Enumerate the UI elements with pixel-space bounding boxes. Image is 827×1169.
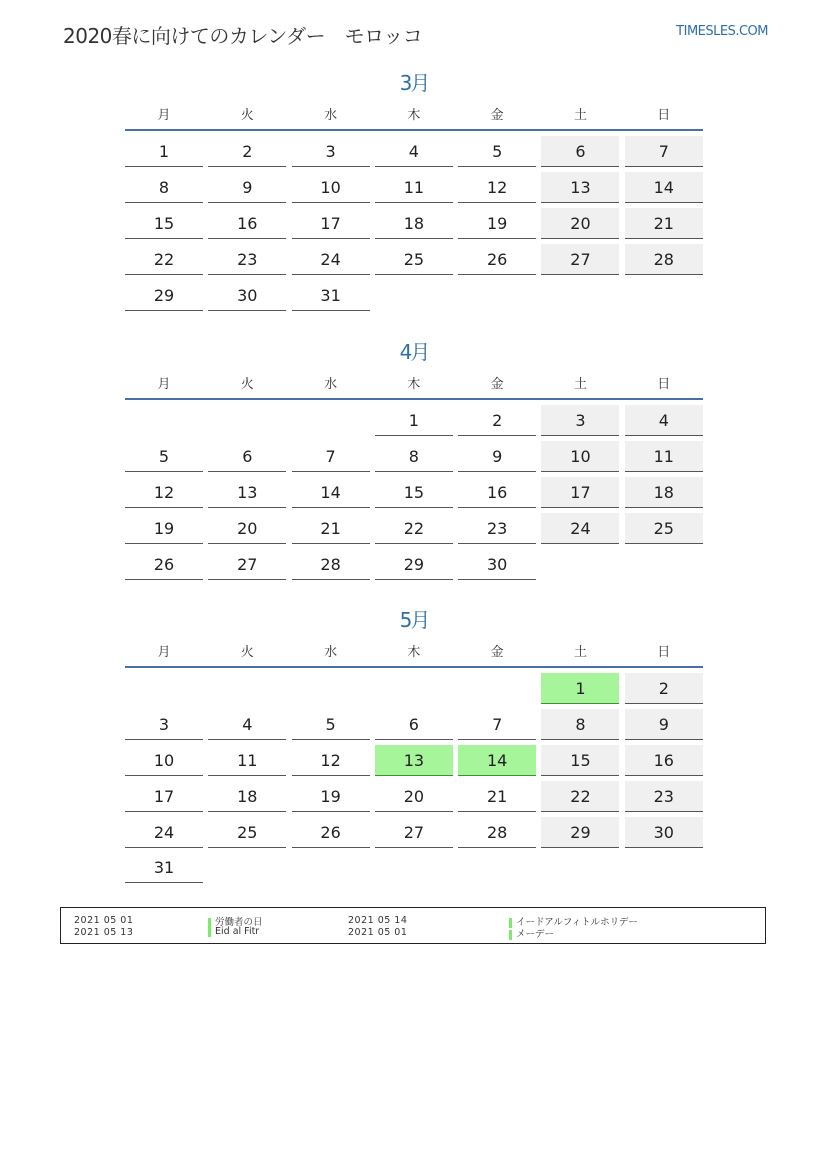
legend-holiday-name — [509, 926, 554, 940]
day-cell: 18 — [625, 477, 703, 508]
day-cell: 12 — [292, 745, 370, 776]
day-cell: 29 — [125, 280, 203, 311]
month-march — [125, 69, 703, 315]
day-cell: 19 — [292, 781, 370, 812]
empty-cell — [208, 673, 286, 704]
weekday-header: 木 — [407, 107, 421, 123]
legend-date: 2021 05 01 — [348, 927, 408, 938]
holiday-color-marker — [208, 927, 211, 937]
weekday-header: 日 — [657, 107, 671, 123]
day-cell: 12 — [125, 477, 203, 508]
day-cell: 10 — [125, 745, 203, 776]
page-title: 2020春に向けてのカレンダー モロッコ — [63, 24, 423, 48]
legend-date: 2021 05 01 — [74, 915, 134, 926]
day-cell: 9 — [625, 709, 703, 740]
day-cell: 6 — [375, 709, 453, 740]
day-cell: 9 — [458, 441, 536, 472]
legend-date: 2021 05 14 — [348, 915, 408, 926]
day-cell: 4 — [375, 136, 453, 167]
legend-name: メーデー — [516, 929, 555, 940]
day-cell: 8 — [541, 709, 619, 740]
day-cell: 28 — [292, 549, 370, 580]
weekday-header-row — [125, 366, 703, 398]
empty-cell — [541, 852, 619, 883]
day-cell: 27 — [208, 549, 286, 580]
week-row — [125, 852, 703, 888]
weekday-header: 金 — [490, 107, 504, 123]
day-cell: 8 — [375, 441, 453, 472]
day-cell: 22 — [375, 513, 453, 544]
day-cell: 17 — [541, 477, 619, 508]
day-cell: 20 — [375, 781, 453, 812]
day-cell: 28 — [458, 817, 536, 848]
week-row — [125, 745, 703, 781]
legend-name: 労働者の日 — [215, 917, 263, 928]
day-cell: 29 — [541, 817, 619, 848]
weeks-grid — [125, 673, 703, 888]
month-title: 4月 — [399, 340, 429, 364]
day-cell: 24 — [292, 244, 370, 275]
day-cell: 26 — [458, 244, 536, 275]
legend-holiday-name — [208, 926, 259, 937]
week-row — [125, 441, 703, 477]
day-cell: 20 — [541, 208, 619, 239]
weekday-header: 土 — [573, 376, 587, 392]
week-row — [125, 549, 703, 585]
empty-cell — [375, 852, 453, 883]
day-cell: 10 — [292, 172, 370, 203]
day-cell: 30 — [208, 280, 286, 311]
day-cell: 14 — [292, 477, 370, 508]
day-cell: 13 — [208, 477, 286, 508]
weekday-header: 木 — [407, 644, 421, 660]
day-cell: 21 — [625, 208, 703, 239]
week-row — [125, 208, 703, 244]
month-title: 5月 — [399, 608, 429, 632]
day-cell: 30 — [625, 817, 703, 848]
weekday-header: 木 — [407, 376, 421, 392]
day-cell: 11 — [625, 441, 703, 472]
day-cell: 4 — [625, 405, 703, 436]
day-cell: 4 — [208, 709, 286, 740]
empty-cell — [208, 852, 286, 883]
day-cell: 7 — [292, 441, 370, 472]
day-cell: 29 — [375, 549, 453, 580]
day-cell: 21 — [292, 513, 370, 544]
weekday-header: 日 — [657, 376, 671, 392]
day-cell: 23 — [458, 513, 536, 544]
empty-cell — [541, 280, 619, 311]
day-cell: 2 — [625, 673, 703, 704]
day-cell: 3 — [292, 136, 370, 167]
day-cell: 12 — [458, 172, 536, 203]
month-may — [125, 606, 703, 888]
header-divider — [125, 666, 703, 668]
week-row — [125, 172, 703, 208]
day-cell: 8 — [125, 172, 203, 203]
legend-name: イードアルフィトルホリデー — [516, 917, 638, 928]
day-cell: 24 — [125, 817, 203, 848]
day-cell: 19 — [125, 513, 203, 544]
empty-cell — [541, 549, 619, 580]
site-link[interactable]: TIMESLES.COM — [676, 24, 768, 39]
weekday-header: 日 — [657, 644, 671, 660]
weekday-header: 土 — [573, 644, 587, 660]
empty-cell — [292, 673, 370, 704]
weekday-header: 水 — [324, 644, 338, 660]
header-divider — [125, 398, 703, 400]
weekday-header: 水 — [324, 107, 338, 123]
empty-cell — [458, 280, 536, 311]
day-cell: 25 — [208, 817, 286, 848]
week-row — [125, 817, 703, 853]
day-cell: 14 — [625, 172, 703, 203]
day-cell: 7 — [458, 709, 536, 740]
day-cell: 15 — [125, 208, 203, 239]
weekday-header: 月 — [157, 644, 171, 660]
weekday-header: 土 — [573, 107, 587, 123]
day-cell: 30 — [458, 549, 536, 580]
day-cell: 7 — [625, 136, 703, 167]
empty-cell — [292, 405, 370, 436]
empty-cell — [458, 673, 536, 704]
week-row — [125, 477, 703, 513]
day-cell: 3 — [125, 709, 203, 740]
empty-cell — [375, 673, 453, 704]
day-cell: 1 — [375, 405, 453, 436]
day-cell: 19 — [458, 208, 536, 239]
weekday-header-row — [125, 634, 703, 666]
day-cell: 31 — [125, 852, 203, 883]
weekday-header: 月 — [157, 107, 171, 123]
day-cell: 21 — [458, 781, 536, 812]
empty-cell — [458, 852, 536, 883]
day-cell: 2 — [458, 405, 536, 436]
day-cell: 1 — [541, 673, 619, 704]
day-cell: 5 — [292, 709, 370, 740]
empty-cell — [292, 852, 370, 883]
day-cell: 1 — [125, 136, 203, 167]
day-cell: 17 — [292, 208, 370, 239]
weekday-header: 火 — [240, 376, 254, 392]
day-cell: 15 — [541, 745, 619, 776]
day-cell: 13 — [541, 172, 619, 203]
day-cell: 5 — [125, 441, 203, 472]
day-cell: 25 — [375, 244, 453, 275]
day-cell: 18 — [208, 781, 286, 812]
week-row — [125, 405, 703, 441]
day-cell: 3 — [541, 405, 619, 436]
month-title: 3月 — [399, 71, 429, 95]
day-cell: 26 — [125, 549, 203, 580]
month-april — [125, 338, 703, 584]
weekday-header: 火 — [240, 107, 254, 123]
empty-cell — [375, 280, 453, 311]
weekday-header: 火 — [240, 644, 254, 660]
day-cell: 25 — [625, 513, 703, 544]
weekday-header: 水 — [324, 376, 338, 392]
week-row — [125, 513, 703, 549]
legend-date: 2021 05 13 — [74, 927, 134, 938]
day-cell: 20 — [208, 513, 286, 544]
weeks-grid — [125, 136, 703, 315]
empty-cell — [125, 405, 203, 436]
day-cell: 26 — [292, 817, 370, 848]
week-row — [125, 673, 703, 709]
empty-cell — [625, 280, 703, 311]
empty-cell — [125, 673, 203, 704]
day-cell: 17 — [125, 781, 203, 812]
day-cell: 28 — [625, 244, 703, 275]
empty-cell — [625, 852, 703, 883]
week-row — [125, 280, 703, 316]
header-divider — [125, 129, 703, 131]
day-cell: 22 — [125, 244, 203, 275]
week-row — [125, 709, 703, 745]
day-cell: 16 — [625, 745, 703, 776]
day-cell: 27 — [541, 244, 619, 275]
weekday-header: 月 — [157, 376, 171, 392]
weekday-header: 金 — [490, 376, 504, 392]
day-cell: 14 — [458, 745, 536, 776]
day-cell: 13 — [375, 745, 453, 776]
day-cell: 23 — [625, 781, 703, 812]
weekday-header: 金 — [490, 644, 504, 660]
day-cell: 18 — [375, 208, 453, 239]
day-cell: 15 — [375, 477, 453, 508]
weeks-grid — [125, 405, 703, 584]
week-row — [125, 781, 703, 817]
day-cell: 6 — [541, 136, 619, 167]
holiday-color-marker — [509, 930, 512, 940]
week-row — [125, 244, 703, 280]
day-cell: 16 — [208, 208, 286, 239]
legend-name: Eid al Fitr — [215, 926, 260, 937]
weekday-header-row — [125, 97, 703, 129]
day-cell: 11 — [375, 172, 453, 203]
day-cell: 24 — [541, 513, 619, 544]
day-cell: 6 — [208, 441, 286, 472]
holiday-legend — [60, 907, 766, 944]
day-cell: 27 — [375, 817, 453, 848]
week-row — [125, 136, 703, 172]
day-cell: 9 — [208, 172, 286, 203]
day-cell: 10 — [541, 441, 619, 472]
empty-cell — [208, 405, 286, 436]
empty-cell — [625, 549, 703, 580]
day-cell: 11 — [208, 745, 286, 776]
day-cell: 5 — [458, 136, 536, 167]
day-cell: 23 — [208, 244, 286, 275]
day-cell: 16 — [458, 477, 536, 508]
day-cell: 2 — [208, 136, 286, 167]
day-cell: 22 — [541, 781, 619, 812]
day-cell: 31 — [292, 280, 370, 311]
